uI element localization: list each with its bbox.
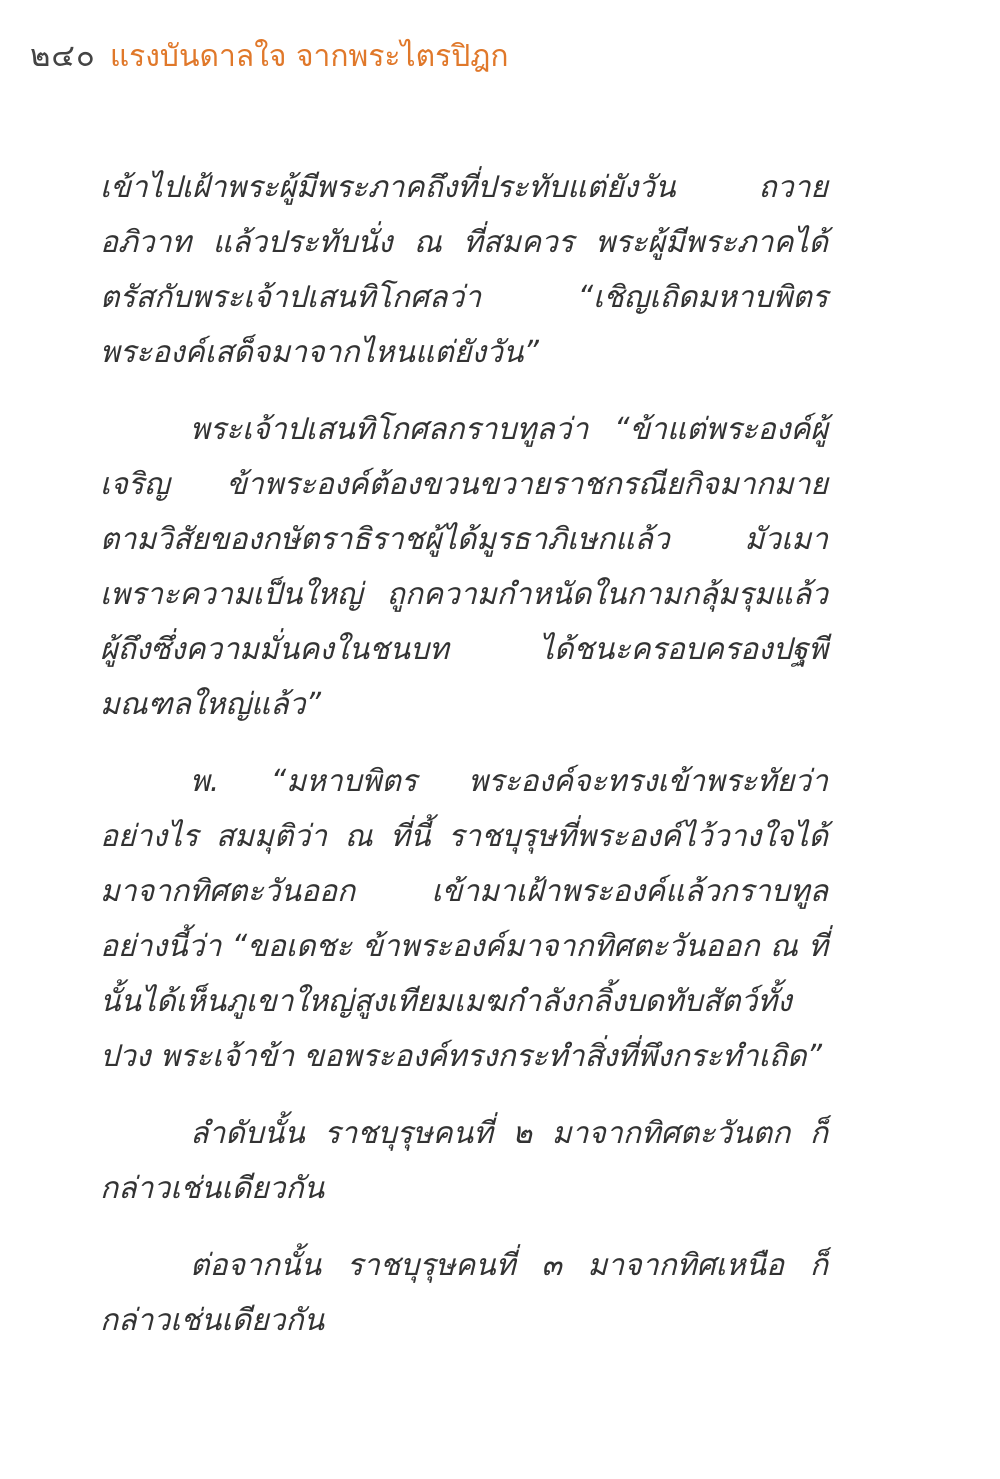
paragraph-5: ต่อจากนั้น ราชบุรุษคนที่ ๓ มาจากทิศเหนือ ก็กล่าวเช่นเดียวกัน <box>100 1248 828 1338</box>
paragraph-2: พระเจ้าปเสนทิโกศลกราบทูลว่า “ข้าแต่พระองค์ผู้เจริญ ข้าพระองค์ต้องขวนขวายราชกรณียกิจมากมาย ตามวิสัยของกษัตราธิราชผู้ได้มูรธาภิเษกแล้ว มัวเมาเพราะความเป็นใหญ่ ถูกความกำหนัดในกามกลุ้มรุมแล้ว ผู้ถึงซึ่งความมั่นคงในชนบท ได้ชนะครอบครองปฐพีมณฑลใหญ่แล้ว” <box>100 412 828 722</box>
body-text <box>100 160 828 1370</box>
page-number: ๒๔๐ <box>30 38 96 74</box>
paragraph-4: ลำดับนั้น ราชบุรุษคนที่ ๒ มาจากทิศตะวันตก ก็กล่าวเช่นเดียวกัน <box>100 1116 828 1206</box>
paragraph-3: พ. “มหาบพิตร พระองค์จะทรงเข้าพระทัยว่าอย่างไร สมมุติว่า ณ ที่นี้ ราชบุรุษที่พระองค์ไว้วางใจได้มาจากทิศตะวันออก เข้ามาเฝ้าพระองค์แล้วกราบทูลอย่างนี้ว่า “ขอเดชะ ข้าพระองค์มาจากทิศตะวันออก ณ ที่นั้นได้เห็นภูเขาใหญ่สูงเทียมเมฆกำลังกลิ้งบดทับสัตว์ทั้งปวง พระเจ้าข้า ขอพระองค์ทรงกระทำสิ่งที่พึงกระทำเถิด” <box>100 764 828 1074</box>
paragraph-1: เข้าไปเฝ้าพระผู้มีพระภาคถึงที่ประทับแต่ยังวัน ถวายอภิวาท แล้วประทับนั่ง ณ ที่สมควร พระผู้มีพระภาคได้ตรัสกับพระเจ้าปเสนทิโกศลว่า “เชิญเถิดมหาบพิตร พระองค์เสด็จมาจากไหนแต่ยังวัน” <box>100 170 828 370</box>
book-title: แรงบันดาลใจ จากพระไตรปิฎก <box>109 39 509 74</box>
running-header <box>30 30 509 80</box>
